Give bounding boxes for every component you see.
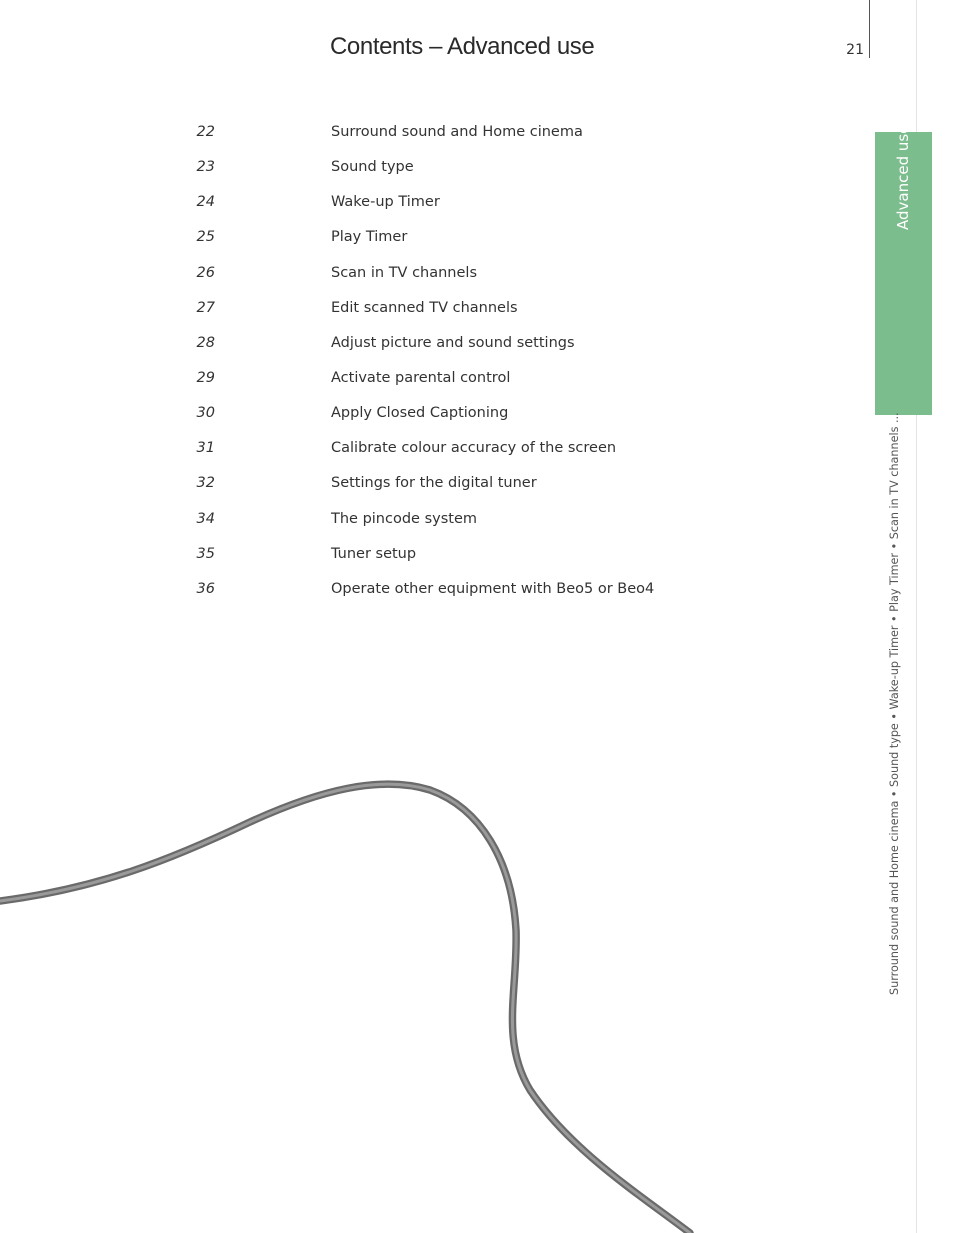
toc-entry[interactable]: [0, 473, 860, 508]
running-header: Surround sound and Home cinema • Sound type • Wake-up Timer • Play Timer • Scan in TV channels ...: [888, 412, 901, 995]
toc-entry[interactable]: [0, 438, 860, 473]
toc-title: Calibrate colour accuracy of the screen: [331, 440, 617, 457]
toc-page-number: 24: [196, 194, 215, 211]
toc-entry[interactable]: [0, 157, 860, 192]
toc-page-number: 28: [196, 334, 215, 351]
toc-page-number: 31: [196, 440, 215, 457]
toc-page-number: 27: [196, 299, 215, 316]
toc-title: Sound type: [331, 159, 414, 176]
toc-title: Adjust picture and sound settings: [331, 334, 575, 351]
toc-title: Surround sound and Home cinema: [331, 124, 583, 140]
toc-entry[interactable]: [0, 192, 860, 227]
section-tab-label: Advanced use: [894, 124, 912, 230]
toc-title: Operate other equipment with Beo5 or Beo4: [331, 580, 655, 597]
toc-page-number: 35: [196, 545, 215, 562]
table-of-contents: [0, 122, 860, 614]
toc-entry[interactable]: [0, 263, 860, 298]
toc-title: Settings for the digital tuner: [331, 475, 537, 492]
header-divider: [869, 0, 870, 58]
toc-title: Edit scanned TV channels: [331, 299, 518, 316]
toc-title: Activate parental control: [331, 369, 511, 386]
toc-entry[interactable]: [0, 403, 860, 438]
toc-title: Apply Closed Captioning: [331, 405, 509, 422]
toc-entry[interactable]: [0, 333, 860, 368]
toc-title: Wake-up Timer: [331, 194, 440, 211]
toc-page-number: 25: [196, 229, 215, 246]
toc-title: Play Timer: [331, 229, 408, 246]
toc-title: Scan in TV channels: [331, 264, 478, 281]
toc-page-number: 26: [196, 264, 215, 281]
page-number: 21: [846, 42, 864, 58]
toc-entry[interactable]: [0, 544, 860, 579]
toc-entry[interactable]: [0, 509, 860, 544]
toc-entry[interactable]: [0, 227, 860, 262]
toc-entry[interactable]: [0, 122, 860, 157]
toc-page-number: 36: [196, 580, 215, 597]
toc-entry[interactable]: [0, 579, 860, 614]
toc-title: Tuner setup: [331, 545, 417, 562]
toc-page-number: 32: [196, 475, 215, 492]
toc-page-number: 30: [196, 405, 215, 422]
toc-page-number: 23: [196, 159, 215, 176]
toc-page-number: 29: [196, 369, 215, 386]
toc-title: The pincode system: [331, 510, 477, 527]
toc-page-number: 34: [196, 510, 215, 527]
page-title: Contents – Advanced use: [330, 33, 595, 60]
toc-entry[interactable]: [0, 368, 860, 403]
toc-page-number: 22: [196, 124, 215, 140]
toc-entry[interactable]: [0, 298, 860, 333]
